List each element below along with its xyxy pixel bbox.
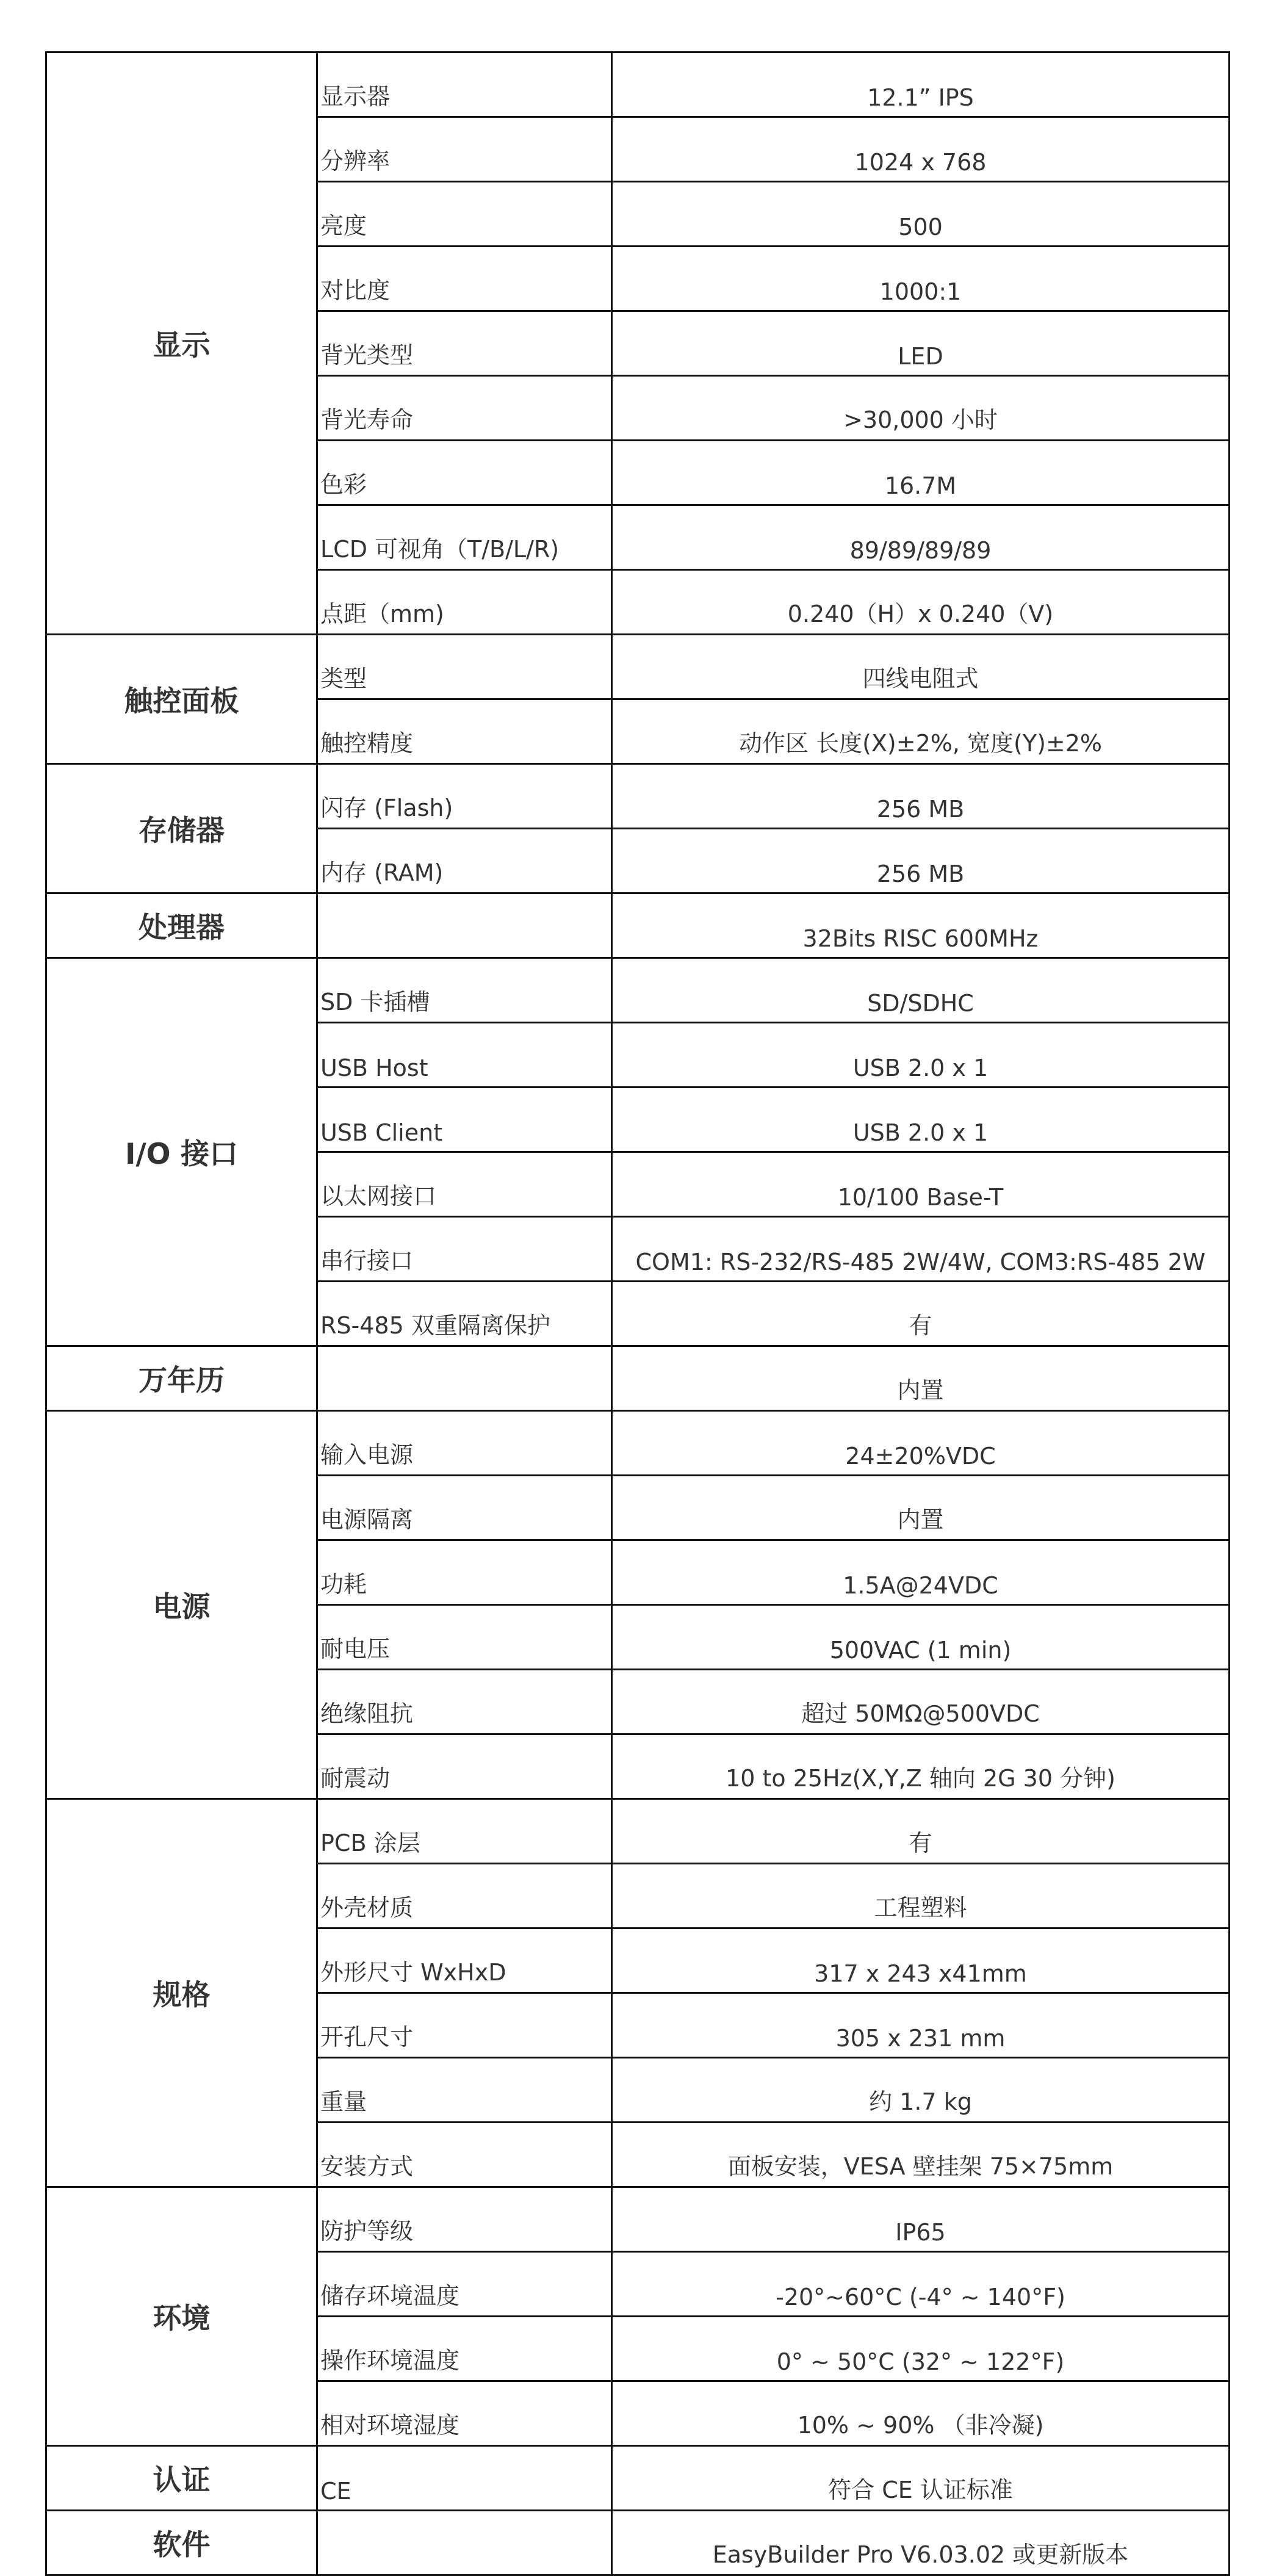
spec-value-cell: 500VAC (1 min) (612, 1605, 1230, 1670)
category-cell: 认证 (46, 2446, 317, 2511)
spec-value-cell: 超过 50MΩ@500VDC (612, 1670, 1230, 1734)
spec-value-cell: COM1: RS-232/RS-485 2W/4W, COM3:RS-485 2W (612, 1217, 1230, 1282)
spec-label-cell: 分辨率 (317, 117, 612, 182)
spec-label-cell: 耐电压 (317, 1605, 612, 1670)
spec-value-cell: 约 1.7 kg (612, 2058, 1230, 2123)
spec-value-cell: 305 x 231 mm (612, 1993, 1230, 2058)
spec-label-cell: 以太网接口 (317, 1152, 612, 1217)
spec-value-cell: 四线电阻式 (612, 635, 1230, 699)
spec-row (46, 2187, 1230, 2252)
spec-value-cell: 16.7M (612, 441, 1230, 505)
spec-label-cell: 内存 (RAM) (317, 829, 612, 893)
spec-value-cell: 1000:1 (612, 247, 1230, 311)
spec-value-cell: 1024 x 768 (612, 117, 1230, 182)
spec-row (46, 1799, 1230, 1864)
spec-value-cell: 符合 CE 认证标准 (612, 2446, 1230, 2511)
spec-value-cell: USB 2.0 x 1 (612, 1088, 1230, 1152)
spec-label-cell: 绝缘阻抗 (317, 1670, 612, 1734)
spec-row (46, 1346, 1230, 1411)
category-cell: 显示 (46, 52, 317, 635)
category-cell: 万年历 (46, 1346, 317, 1411)
spec-label-cell: 串行接口 (317, 1217, 612, 1282)
spec-value-cell: >30,000 小时 (612, 376, 1230, 441)
spec-label-cell: 储存环境温度 (317, 2252, 612, 2317)
spec-value-cell: 10/100 Base-T (612, 1152, 1230, 1217)
spec-label-cell: 显示器 (317, 52, 612, 117)
spec-label-cell: 安装方式 (317, 2123, 612, 2187)
spec-label-cell: 类型 (317, 635, 612, 699)
spec-label-cell: RS-485 双重隔离保护 (317, 1282, 612, 1346)
spec-table (45, 51, 1230, 2576)
spec-label-cell: 外形尺寸 WxHxD (317, 1928, 612, 1993)
spec-row (46, 893, 1230, 958)
spec-label-cell: 外壳材质 (317, 1864, 612, 1928)
spec-value-cell: 0° ~ 50°C (32° ~ 122°F) (612, 2317, 1230, 2381)
spec-label-cell: 电源隔离 (317, 1476, 612, 1540)
spec-value-cell: 256 MB (612, 829, 1230, 893)
spec-value-cell: 动作区 长度(X)±2%, 宽度(Y)±2% (612, 699, 1230, 764)
spec-label-cell: CE (317, 2446, 612, 2511)
category-cell: 电源 (46, 1411, 317, 1799)
spec-value-cell: 内置 (612, 1476, 1230, 1540)
spec-row (46, 1411, 1230, 1476)
spec-row (46, 764, 1230, 829)
spec-value-cell: 面板安装，VESA 壁挂架 75×75mm (612, 2123, 1230, 2187)
spec-label-cell: 闪存 (Flash) (317, 764, 612, 829)
spec-label-cell: 背光类型 (317, 311, 612, 376)
spec-value-cell: SD/SDHC (612, 958, 1230, 1023)
spec-value-cell: 有 (612, 1799, 1230, 1864)
spec-label-cell (317, 2511, 612, 2575)
spec-label-cell: 防护等级 (317, 2187, 612, 2252)
category-cell: 软件 (46, 2511, 317, 2575)
spec-table-body (46, 52, 1230, 2575)
spec-value-cell: 500 (612, 182, 1230, 247)
spec-value-cell: 89/89/89/89 (612, 505, 1230, 570)
spec-label-cell: 触控精度 (317, 699, 612, 764)
spec-value-cell: 0.240（H）x 0.240（V) (612, 570, 1230, 635)
spec-label-cell: SD 卡插槽 (317, 958, 612, 1023)
spec-label-cell: LCD 可视角（T/B/L/R) (317, 505, 612, 570)
spec-value-cell: 工程塑料 (612, 1864, 1230, 1928)
spec-value-cell: 24±20%VDC (612, 1411, 1230, 1476)
spec-label-cell: 亮度 (317, 182, 612, 247)
spec-value-cell: EasyBuilder Pro V6.03.02 或更新版本 (612, 2511, 1230, 2575)
spec-label-cell (317, 893, 612, 958)
spec-value-cell: LED (612, 311, 1230, 376)
spec-value-cell: IP65 (612, 2187, 1230, 2252)
spec-label-cell: 对比度 (317, 247, 612, 311)
spec-label-cell: 开孔尺寸 (317, 1993, 612, 2058)
spec-label-cell: 重量 (317, 2058, 612, 2123)
spec-label-cell: 点距（mm) (317, 570, 612, 635)
spec-label-cell: USB Host (317, 1023, 612, 1088)
spec-value-cell: 256 MB (612, 764, 1230, 829)
spec-label-cell: 功耗 (317, 1540, 612, 1605)
category-cell: I/O 接口 (46, 958, 317, 1346)
spec-value-cell: 10 to 25Hz(X,Y,Z 轴向 2G 30 分钟) (612, 1734, 1230, 1799)
spec-label-cell: 背光寿命 (317, 376, 612, 441)
spec-value-cell: 10% ~ 90% （非冷凝) (612, 2381, 1230, 2446)
spec-label-cell: 输入电源 (317, 1411, 612, 1476)
spec-value-cell: 有 (612, 1282, 1230, 1346)
spec-label-cell: USB Client (317, 1088, 612, 1152)
spec-value-cell: 317 x 243 x41mm (612, 1928, 1230, 1993)
spec-label-cell: 相对环境湿度 (317, 2381, 612, 2446)
spec-row (46, 958, 1230, 1023)
spec-label-cell: 操作环境温度 (317, 2317, 612, 2381)
category-cell: 触控面板 (46, 635, 317, 764)
spec-value-cell: USB 2.0 x 1 (612, 1023, 1230, 1088)
spec-value-cell: 32Bits RISC 600MHz (612, 893, 1230, 958)
spec-row (46, 52, 1230, 117)
spec-value-cell: 1.5A@24VDC (612, 1540, 1230, 1605)
spec-label-cell: 色彩 (317, 441, 612, 505)
spec-value-cell: -20°~60°C (-4° ~ 140°F) (612, 2252, 1230, 2317)
spec-row (46, 2446, 1230, 2511)
spec-label-cell (317, 1346, 612, 1411)
category-cell: 环境 (46, 2187, 317, 2446)
spec-value-cell: 12.1” IPS (612, 52, 1230, 117)
spec-row (46, 2511, 1230, 2575)
category-cell: 处理器 (46, 893, 317, 958)
spec-label-cell: 耐震动 (317, 1734, 612, 1799)
spec-row (46, 635, 1230, 699)
spec-value-cell: 内置 (612, 1346, 1230, 1411)
category-cell: 规格 (46, 1799, 317, 2187)
spec-label-cell: PCB 涂层 (317, 1799, 612, 1864)
category-cell: 存储器 (46, 764, 317, 893)
